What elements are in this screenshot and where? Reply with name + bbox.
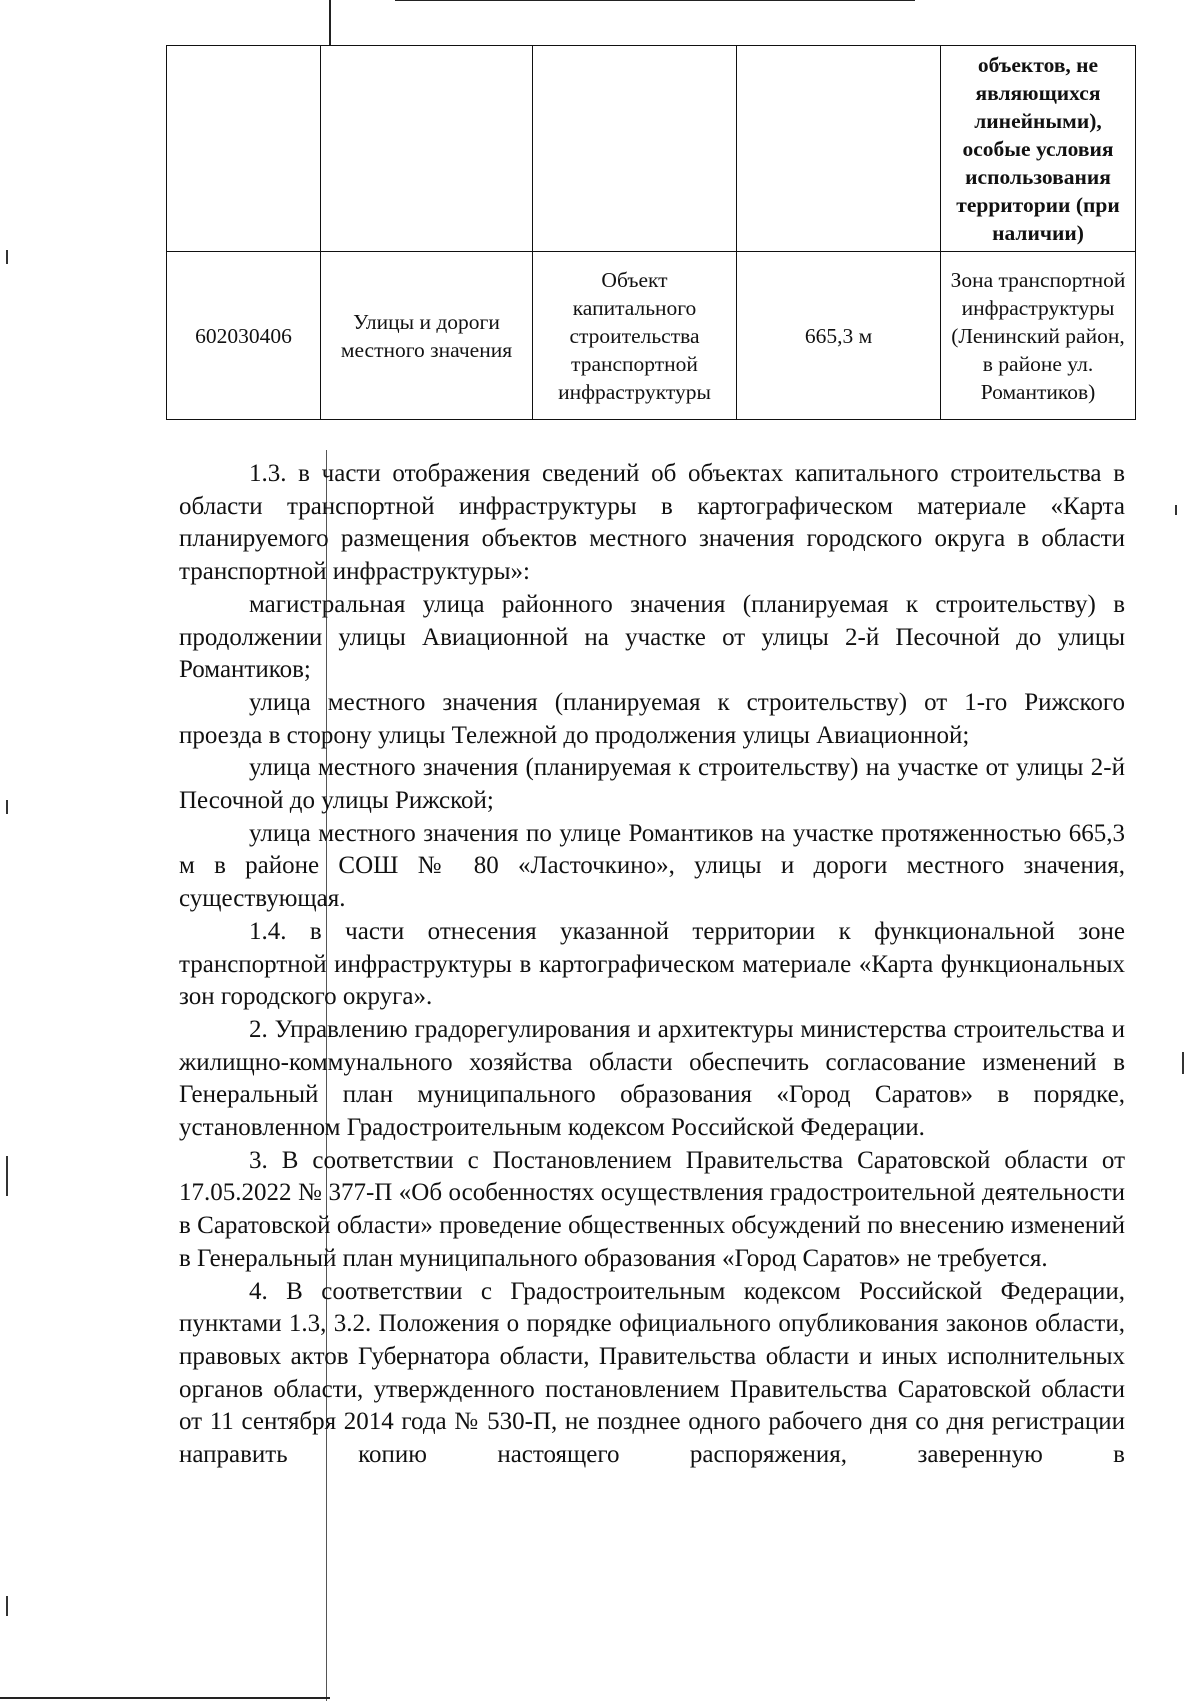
cell-code: 602030406 [167,252,321,420]
paragraph: улица местного значения (планируемая к строительству) от 1-го Рижского проезда в сторону улицы Тележной до продолжения улицы Авиационной; [179,688,1125,749]
paragraph: магистральная улица районного значения (планируемая к строительству) в продолжении улицы Авиационной на участке от улицы 2-й Песочной до улицы Романтиков; [179,590,1125,684]
paragraph: 3. В соответствии с Постановлением Правительства Саратовской области от 17.05.2022 № 377-П «Об особенностях осуществления градостроительной деятельности в Саратовской области» проведение общественных обсуждений по внесению изменений в Генеральный план муниципального образования «Город Саратов» не требуется. [179,1146,1125,1272]
paragraph: 4. В соответствии с Градостроительным кодексом Российской Федерации, пунктами 1.3, 3.2. Положения о порядке официального опубликования законов области, правовых актов Губернатора области, Правительства области и иных исполнительных органов области, утвержденного постановлением Правительства Саратовской области от 11 сентября 2014 года № 530-П, не позднее одного рабочего дня со дня регистрации направить копию настоящего распоряжения, заверенную в [179,1277,1125,1469]
table-cell [533,46,737,252]
paragraph: 1.3. в части отображения сведений об объектах капитального строительства в области транспортной инфраструктуры в картографическом материале «Карта планируемого размещения объектов местного значения городского округа в области транспортной инфраструктуры»: [179,460,1125,586]
right-edge-mark [1182,1052,1184,1074]
left-edge-mark [6,1156,8,1196]
left-edge-mark [6,1596,8,1616]
header-cell-conditions: объектов, не являющихся линейными), особые условия использования территории (при наличии) [941,46,1136,252]
paragraph: улица местного значения по улице Романтиков на участке протяженностью 665,3 м в районе СОШ № 80 «Ласточкино», улицы и дороги местного значения, существующая. [179,819,1125,913]
left-edge-mark [6,250,8,264]
table-row [167,252,1136,420]
table-cell [737,46,941,252]
scan-bottom-line [0,1697,330,1699]
table-row [167,46,1136,252]
table-cell [167,46,321,252]
paragraph: улица местного значения (планируемая к строительству) на участке от улицы 2-й Песочной до улицы Рижской; [179,754,1125,815]
document-body [179,458,1125,1472]
cell-type: Объект капитального строительства транспортной инфраструктуры [533,252,737,420]
paragraph: 2. Управлению градорегулирования и архитектуры министерства строительства и жилищно-коммунального хозяйства области обеспечить согласование изменений в Генеральный план муниципального образования «Город Саратов» в порядке, установленном Градостроительным кодексом Российской Федерации. [179,1015,1125,1142]
scan-top-line [395,0,915,1]
cell-length: 665,3 м [737,252,941,420]
paragraph: 1.4. в части отнесения указанной территории к функциональной зоне транспортной инфраструктуры в картографическом материале «Карта функциональных зон городского округа». [179,917,1125,1011]
left-edge-mark [6,800,8,814]
right-edge-mark [1175,505,1177,515]
objects-table [166,45,1136,420]
cell-zone: Зона транспортной инфраструктуры (Ленинский район, в районе ул. Романтиков) [941,252,1136,420]
cell-purpose: Улицы и дороги местного значения [321,252,533,420]
scan-vertical-line-top [329,0,331,45]
table-cell [321,46,533,252]
